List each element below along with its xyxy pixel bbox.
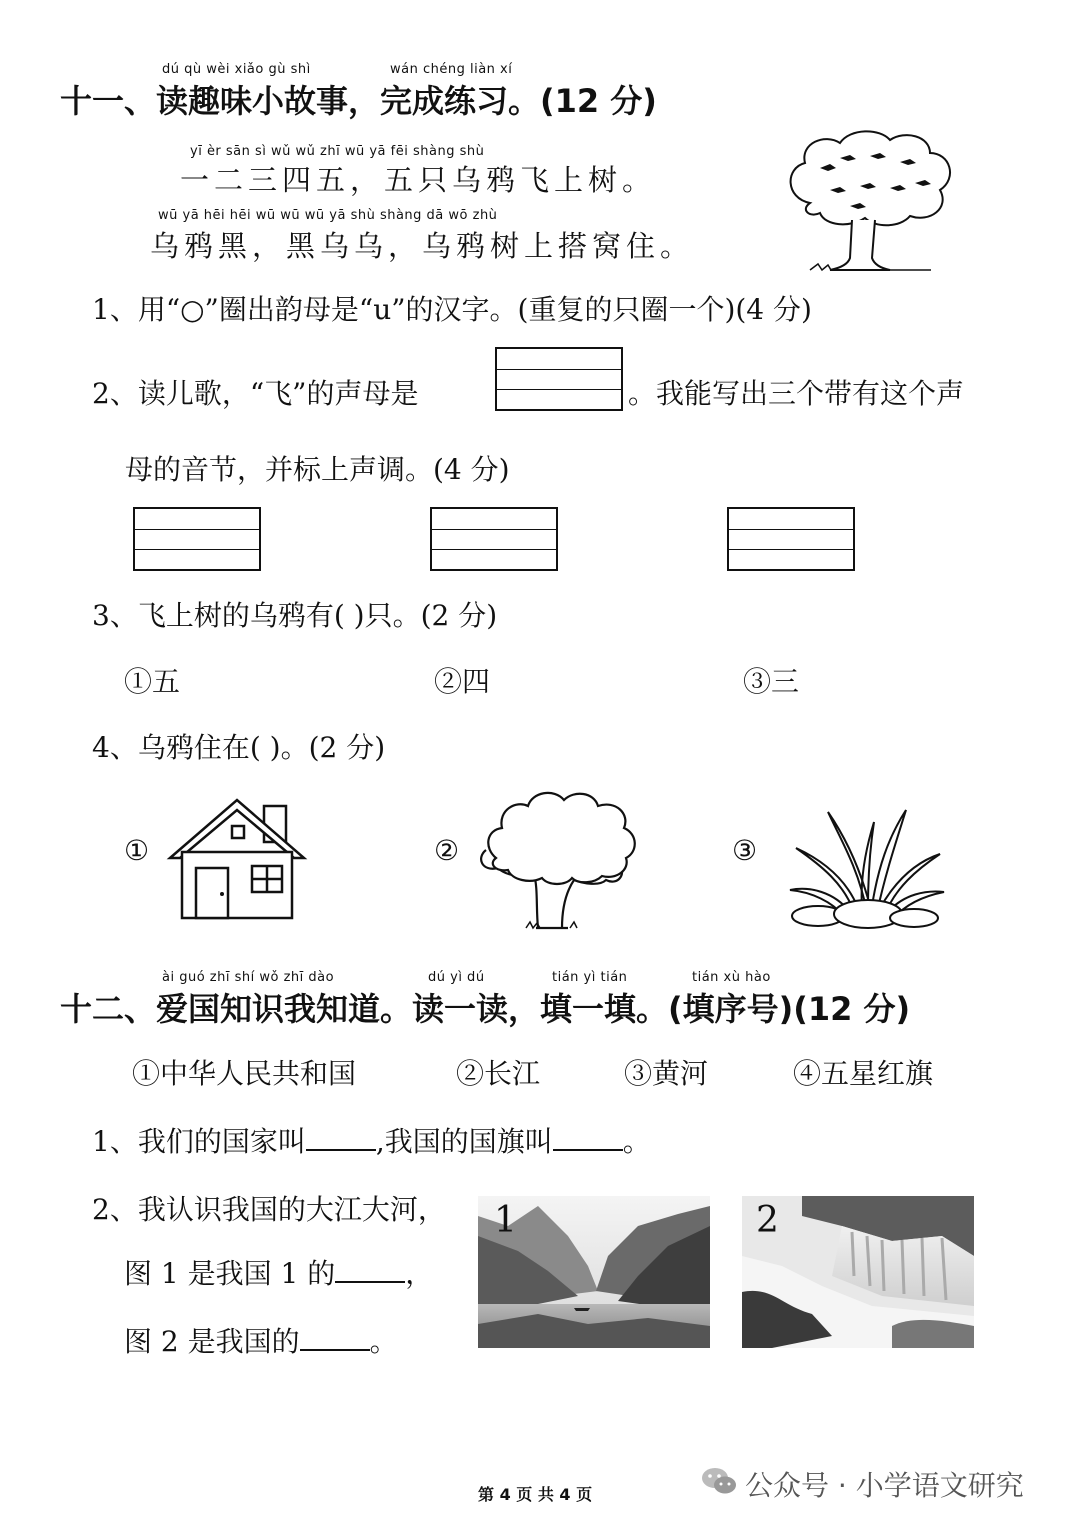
title-pinyin: tián xù hào — [692, 970, 771, 985]
question-3: 3、飞上树的乌鸦有( )只。(2 分) — [92, 599, 498, 632]
crow-tree-illustration — [780, 128, 960, 273]
s12-q1-text-b: ,我国的国旗叫 — [375, 1125, 553, 1158]
s12-question-2: 2、我认识我国的大江大河， — [92, 1193, 446, 1226]
q4-option-1-label[interactable]: ① — [124, 834, 150, 867]
choice-4: ④五星红旗 — [793, 1057, 934, 1090]
poem-pinyin-line2: wū yā hēi hēi wū wū wū yā shù shàng dā wō zhù — [158, 208, 498, 223]
q3-option-2[interactable]: ②四 — [434, 665, 491, 698]
flag-name-blank[interactable] — [553, 1127, 623, 1151]
syllable-answer-box[interactable] — [133, 507, 261, 571]
choice-1: ①中华人民共和国 — [132, 1057, 357, 1090]
s12-q1-text-a: 1、我们的国家叫 — [92, 1125, 306, 1158]
question-4: 4、乌鸦住在( )。(2 分) — [92, 731, 386, 764]
river-1-blank[interactable] — [335, 1259, 405, 1283]
title-pinyin: ài guó zhī shí wǒ zhī dào — [162, 970, 335, 985]
photo-2-label: 2 — [756, 1200, 779, 1241]
choice-2: ②长江 — [456, 1057, 541, 1090]
syllable-answer-box[interactable] — [727, 507, 855, 571]
q4-option-3-label[interactable]: ③ — [732, 834, 758, 867]
photo-1-label: 1 — [494, 1200, 517, 1241]
question-2-part2: 。我能写出三个带有这个声 — [628, 377, 965, 410]
title-pinyin: dú yì dú — [428, 970, 485, 985]
question-1: 1、用“○”圈出韵母是“u”的汉字。(重复的只圈一个)(4 分) — [92, 293, 812, 326]
section-12-title: 十二、爱国知识我知道。读一读，填一填。(填序号)(12 分) — [60, 990, 911, 1028]
page-number: 第 4 页 共 4 页 — [478, 1485, 593, 1504]
s12-question-1 — [92, 1120, 651, 1160]
country-name-blank[interactable] — [306, 1127, 376, 1151]
s12-q2-l1-end: ， — [405, 1257, 434, 1290]
choice-3: ③黄河 — [624, 1057, 709, 1090]
title-pinyin: dú qù wèi xiǎo gù shì — [162, 62, 311, 77]
grass-icon[interactable] — [788, 808, 944, 928]
wechat-icon — [700, 1465, 738, 1497]
section-11-title: 十一、读趣味小故事，完成练习。(12 分) — [60, 82, 657, 120]
title-pinyin: wán chéng liàn xí — [390, 62, 513, 77]
title-pinyin: tián yì tián — [552, 970, 628, 985]
river-2-blank[interactable] — [300, 1327, 370, 1351]
q3-option-3[interactable]: ③三 — [743, 665, 800, 698]
poem-line2: 乌鸦黑，黑乌乌，乌鸦树上搭窝住。 — [150, 229, 695, 263]
s12-q2-line2 — [124, 1320, 398, 1360]
s12-q2-l2-end: 。 — [369, 1325, 398, 1358]
watermark-text: 公众号 · 小学语文研究 — [745, 1469, 1024, 1502]
question-2-part1: 2、读儿歌，“飞”的声母是 — [92, 377, 419, 410]
house-icon[interactable] — [166, 796, 308, 922]
s12-q2-l2-text: 图 2 是我国的 — [124, 1325, 300, 1358]
syllable-answer-box[interactable] — [430, 507, 558, 571]
poem-line1: 一二三四五，五只乌鸦飞上树。 — [180, 163, 657, 197]
q3-option-1[interactable]: ①五 — [124, 665, 181, 698]
tree-icon[interactable] — [476, 788, 640, 930]
q4-option-2-label[interactable]: ② — [434, 834, 460, 867]
shengmu-answer-box[interactable] — [495, 347, 623, 411]
s12-q2-l1-text: 图 1 是我国 1 的 — [124, 1257, 336, 1290]
poem-pinyin-line1: yī èr sān sì wǔ wǔ zhī wū yā fēi shàng shù — [190, 144, 485, 159]
question-2-line2: 母的音节，并标上声调。(4 分) — [125, 453, 510, 486]
s12-q1-text-c: 。 — [622, 1125, 651, 1158]
s12-q2-line1 — [124, 1252, 433, 1292]
